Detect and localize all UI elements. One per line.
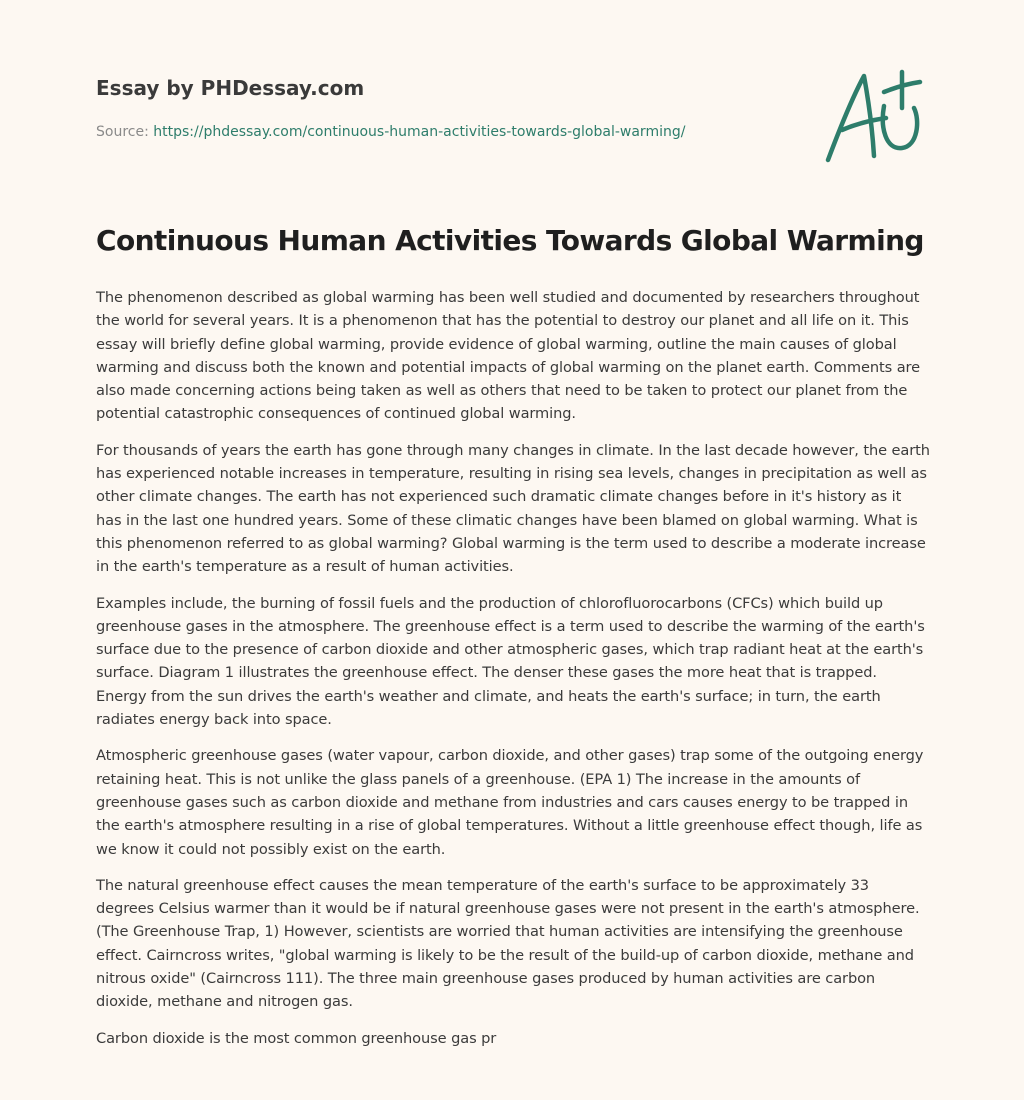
essay-paragraph: Examples include, the burning of fossil fuels and the production of chlorofluorocarbons (CFCs) which build up greenhouse gases in the atmosphere. The greenhouse effect is a term used to describe the warming of the earth's surface due to the presence of carbon dioxide and other atmospheric gases, which trap radiant heat at the earth's surface. Diagram 1 illustrates the greenhouse effect. The denser these gases the more heat that is trapped. Energy from the sun drives the earth's weather and climate, and heats the earth's surface; in turn, the earth radiates energy back into space. bbox=[96, 594, 925, 729]
essay-page bbox=[96, 0, 930, 1047]
essay-body bbox=[96, 286, 930, 1063]
brand-title: Essay by PHDessay.com bbox=[96, 76, 365, 100]
essay-title: Continuous Human Activities Towards Global Warming bbox=[96, 224, 924, 257]
essay-paragraph: Atmospheric greenhouse gases (water vapour, carbon dioxide, and other gases) trap some of the outgoing energy retaining heat. This is not unlike the glass panels of a greenhouse. (EPA 1) The increase in the amounts of greenhouse gases such as carbon dioxide and methane from industries and cars causes energy to be trapped in the earth's atmosphere resulting in a rise of global temperatures. Without a little greenhouse effect though, life as we know it could not possibly exist on the earth. bbox=[96, 747, 924, 858]
source-link[interactable]: https://phdessay.com/continuous-human-activities-towards-global-warming/ bbox=[153, 124, 686, 140]
source-label: Source: bbox=[96, 124, 149, 140]
page-header bbox=[96, 0, 928, 200]
essay-paragraph: The natural greenhouse effect causes the mean temperature of the earth's surface to be approximately 33 degrees Celsius warmer than it would be if natural greenhouse gases were not present in the earth's atmosphere. (The Greenhouse Trap, 1) However, scientists are worried that human activities are intensifying the greenhouse effect. Cairncross writes, "global warming is likely to be the result of the build-up of carbon dioxide, methane and nitrous oxide" (Cairncross 111). The three main greenhouse gases produced by human activities are carbon dioxide, methane and nitrogen gas. bbox=[96, 876, 920, 1011]
essay-paragraph: For thousands of years the earth has gone through many changes in climate. In the last decade however, the earth has experienced notable increases in temperature, resulting in rising sea levels, changes in precipitation as well as other climate changes. The earth has not experienced such dramatic climate changes before in it's history as it has in the last one hundred years. Some of these climatic changes have been blamed on global warming. What is this phenomenon referred to as global warming? Global warming is the term used to describe a moderate increase in the earth's temperature as a result of human activities. bbox=[96, 441, 930, 576]
essay-paragraph: The phenomenon described as global warming has been well studied and documented by researchers throughout the world for several years. It is a phenomenon that has the potential to destroy our planet and all life on it. This essay will briefly define global warming, provide evidence of global warming, outline the main causes of global warming and discuss both the known and potential impacts of global warming on the planet earth. Comments are also made concerning actions being taken as well as others that need to be taken to protect our planet from the potential catastrophic consequences of continued global warming. bbox=[96, 289, 921, 423]
source-line bbox=[96, 124, 685, 140]
a-plus-logo-icon bbox=[822, 68, 932, 168]
essay-paragraph: Carbon dioxide is the most common greenhouse gas pr bbox=[96, 1029, 497, 1047]
